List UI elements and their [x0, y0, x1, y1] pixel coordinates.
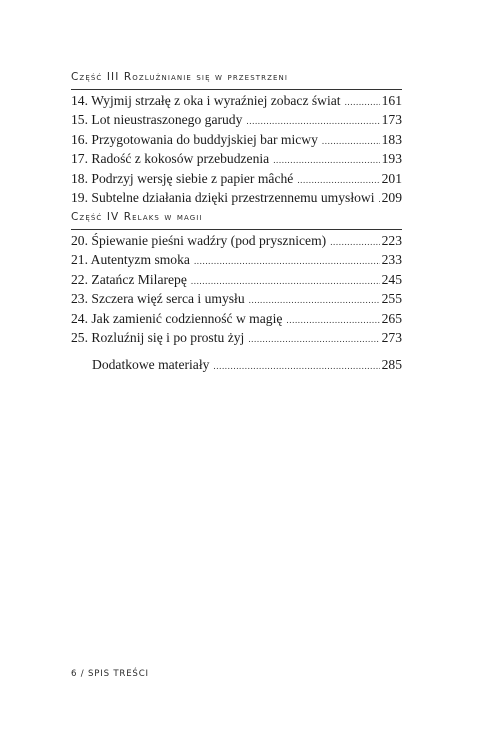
additional-materials: [92, 357, 402, 376]
toc-entry-page: 245: [381, 271, 402, 287]
toc-entry-page: 183: [381, 131, 402, 147]
toc-entry[interactable]: [71, 132, 402, 151]
toc-entry-page: 173: [381, 112, 402, 128]
toc-entry-title: Dodatkowe materiały: [92, 357, 210, 372]
toc-entry[interactable]: [71, 93, 402, 112]
toc-entry-page: 285: [381, 357, 402, 372]
toc-entry[interactable]: [71, 311, 402, 330]
toc-leader-dots: [246, 116, 379, 126]
toc-entry-page: 255: [381, 291, 402, 307]
toc-entry-title: 19. Subtelne działania dzięki przestrzennemu umysłowi: [71, 189, 375, 205]
toc-entry-title: 17. Radość z kokosów przebudzenia: [71, 151, 270, 167]
toc-entry-title: 23. Szczera więź serca i umysłu: [71, 291, 245, 307]
part-3-list: [71, 93, 402, 209]
toc-leader-dots: [322, 136, 380, 146]
toc-entry-title: 14. Wyjmij strzałę z oka i wyraźniej zobacz świat: [71, 93, 341, 108]
toc-entry[interactable]: [71, 330, 402, 349]
toc-entry[interactable]: [71, 272, 402, 291]
toc-entry[interactable]: [71, 112, 402, 131]
toc-entry[interactable]: [71, 190, 402, 209]
toc-entry-title: 21. Autentyzm smoka: [71, 252, 190, 268]
part-3-heading: Część III Rozluźnianie się w przestrzeni: [71, 71, 289, 83]
toc-leader-dots: [286, 315, 379, 325]
toc-leader-dots: [273, 155, 379, 165]
toc-entry-additional[interactable]: [92, 357, 402, 376]
toc-leader-dots: [194, 256, 380, 266]
toc-leader-dots: [345, 97, 380, 107]
toc-entry-page: 273: [381, 329, 402, 345]
page-footer: 6 / SPIS TREŚCI: [71, 669, 149, 679]
toc-entry-title: 18. Podrzyj wersję siebie z papier mâché: [71, 170, 294, 186]
toc-entry-title: 22. Zatańcz Milarepę: [71, 271, 187, 287]
toc-entry[interactable]: [71, 151, 402, 170]
toc-entry-page: 193: [381, 151, 402, 167]
toc-entry[interactable]: [71, 233, 402, 252]
toc-entry-title: 15. Lot nieustraszonego garudy: [71, 112, 243, 128]
toc-entry-title: 16. Przygotowania do buddyjskiej bar micwy: [71, 131, 318, 147]
toc-entry[interactable]: [71, 291, 402, 310]
toc-entry-page: 265: [381, 310, 402, 326]
toc-entry-page: 233: [381, 252, 402, 268]
toc-leader-dots: [379, 194, 380, 204]
toc-entry-page: 201: [381, 170, 402, 186]
toc-leader-dots: [330, 237, 379, 247]
toc-entry-page: 161: [381, 93, 402, 108]
part-4-list: [71, 233, 402, 349]
toc-entry-title: 20. Śpiewanie pieśni wadźry (pod prysznicem): [71, 233, 327, 248]
toc-leader-dots: [248, 334, 379, 344]
toc-leader-dots: [249, 295, 380, 305]
toc-leader-dots: [297, 175, 379, 185]
toc-entry[interactable]: [71, 252, 402, 271]
toc-entry-title: 24. Jak zamienić codzienność w magię: [71, 310, 283, 326]
part-4-heading: Część IV Relaks w magii: [71, 211, 203, 223]
toc-entry-page: 223: [381, 233, 402, 248]
toc-entry-title: 25. Rozluźnij się i po prostu żyj: [71, 329, 245, 345]
toc-leader-dots: [191, 276, 380, 286]
toc-entry[interactable]: [71, 171, 402, 190]
toc-entry-page: 209: [381, 189, 402, 205]
toc-leader-dots: [213, 361, 379, 371]
